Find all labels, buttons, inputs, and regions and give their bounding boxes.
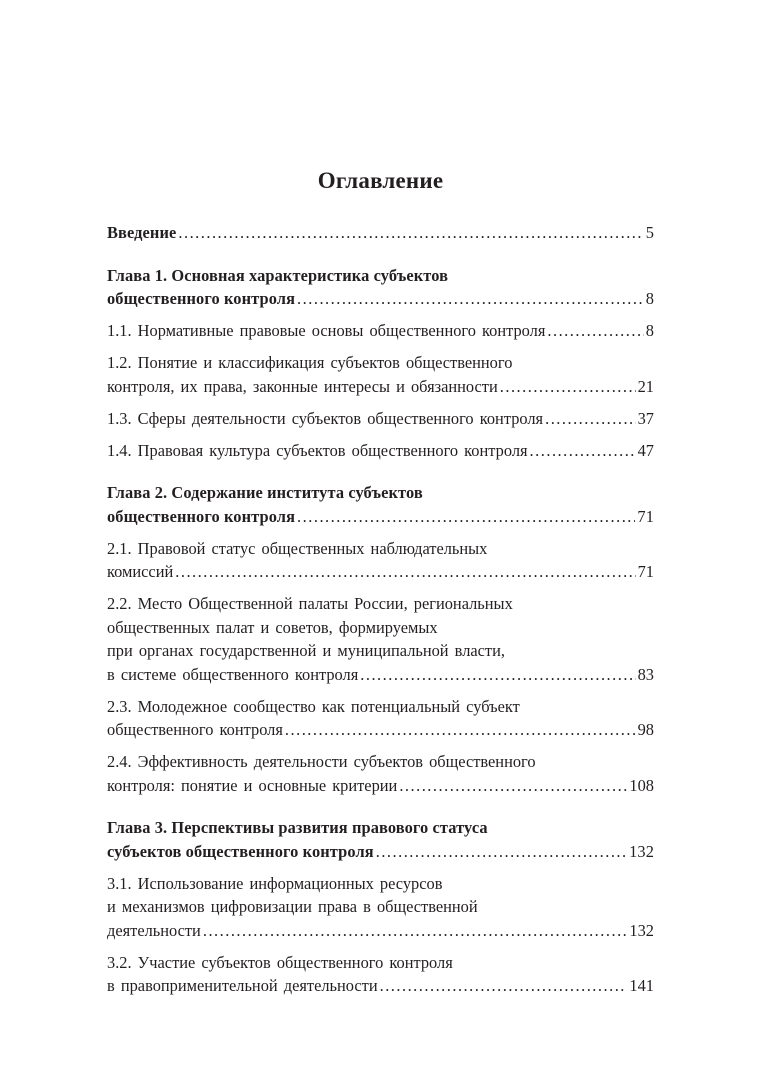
toc-entry-text: контроля: понятие и основные критерии: [107, 775, 398, 795]
toc-entry-text: контроля, их права, законные интересы и обязанности: [107, 376, 498, 396]
toc-entry-chapter-3[interactable]: [107, 816, 654, 863]
toc-entry-section-2-2[interactable]: [107, 592, 654, 686]
toc-entry-section-1-3[interactable]: [107, 407, 654, 431]
toc-entry-section-2-1[interactable]: [107, 537, 654, 584]
dot-leader: [178, 221, 643, 245]
toc-entry-text: общественных палат и советов, формируемых: [107, 617, 438, 637]
toc-entry-text: Глава 1. Основная характеристика субъектов: [107, 265, 449, 285]
toc-entry-text: 2.2. Место Общественной палаты России, региональных: [107, 594, 513, 613]
dot-leader: [297, 287, 644, 311]
page-number: 108: [629, 775, 654, 795]
toc-entry-introduction[interactable]: [107, 221, 654, 245]
toc-entry-text: в правоприменительной деятельности: [107, 976, 378, 995]
toc-entry-text: и механизмов цифровизации права в общественной: [107, 897, 478, 916]
page-number: 8: [645, 289, 654, 308]
page-number: 37: [637, 408, 654, 428]
toc-entry-text: в системе общественного контроля: [107, 664, 359, 684]
dot-leader: [500, 375, 636, 399]
toc-entry-text: 1.3. Сферы деятельности субъектов общественного контроля: [107, 408, 544, 428]
page-number: 132: [629, 841, 654, 861]
page-number: 98: [637, 720, 654, 739]
toc-entry-section-3-1[interactable]: [107, 872, 654, 943]
toc-entry-chapter-1[interactable]: [107, 264, 654, 311]
page-number: 132: [629, 920, 654, 940]
dot-leader: [360, 663, 635, 687]
dot-leader: [547, 319, 643, 343]
toc-entry-text: 2.3. Молодежное сообщество как потенциальный субъект: [107, 696, 520, 716]
toc-entry-text: 2.4. Эффективность деятельности субъектов общественного: [107, 752, 536, 771]
page-number: 71: [637, 506, 654, 526]
page-number: 141: [629, 976, 654, 995]
toc-entry-text: 1.1. Нормативные правовые основы общественного контроля: [107, 321, 546, 340]
toc-entry-text: общественного контроля: [107, 289, 296, 308]
toc-entry-section-1-4[interactable]: [107, 439, 654, 463]
toc-entry-section-3-2[interactable]: [107, 951, 654, 998]
dot-leader: [297, 505, 635, 529]
toc-entry-text: общественного контроля: [107, 506, 296, 526]
toc-entry-text: 3.2. Участие субъектов общественного контроля: [107, 952, 453, 972]
dot-leader: [380, 974, 628, 998]
toc-entry-text: комиссий: [107, 562, 174, 581]
toc-entry-section-1-2[interactable]: [107, 351, 654, 398]
toc-entry-chapter-2[interactable]: [107, 481, 654, 528]
page-number: 71: [637, 562, 654, 581]
toc-entry-section-2-4[interactable]: [107, 750, 654, 797]
dot-leader: [530, 439, 636, 463]
toc-entry-text: Глава 2. Содержание института субъектов: [107, 483, 423, 502]
page-number: 5: [645, 223, 654, 242]
dot-leader: [175, 560, 635, 584]
page-number: 21: [637, 376, 654, 396]
toc-entry-text: субъектов общественного контроля: [107, 841, 374, 861]
page-number: 83: [637, 664, 654, 684]
page-number: 47: [637, 440, 654, 460]
page-number: 8: [645, 321, 654, 340]
toc-entry-text: деятельности: [107, 920, 201, 940]
toc-entry-text: Введение: [107, 223, 177, 242]
toc-entry-text: 2.1. Правовой статус общественных наблюдательных: [107, 538, 488, 558]
toc-entry-section-2-3[interactable]: [107, 695, 654, 742]
toc-entry-text: 1.2. Понятие и классификация субъектов общественного: [107, 353, 513, 372]
toc-entry-text: 1.4. Правовая культура субъектов общественного контроля: [107, 440, 528, 460]
dot-leader: [203, 919, 628, 943]
toc-entry-text: 3.1. Использование информационных ресурсов: [107, 873, 443, 893]
dot-leader: [285, 718, 636, 742]
toc-entry-section-1-1[interactable]: [107, 319, 654, 343]
table-of-contents: [107, 221, 654, 998]
toc-entry-text: при органах государственной и муниципальной власти,: [107, 641, 505, 660]
toc-entry-text: Глава 3. Перспективы развития правового статуса: [107, 818, 488, 837]
dot-leader: [376, 840, 627, 864]
dot-leader: [545, 407, 636, 431]
page-title: Оглавление: [317, 168, 444, 193]
toc-entry-text: общественного контроля: [107, 720, 283, 739]
dot-leader: [399, 774, 627, 798]
